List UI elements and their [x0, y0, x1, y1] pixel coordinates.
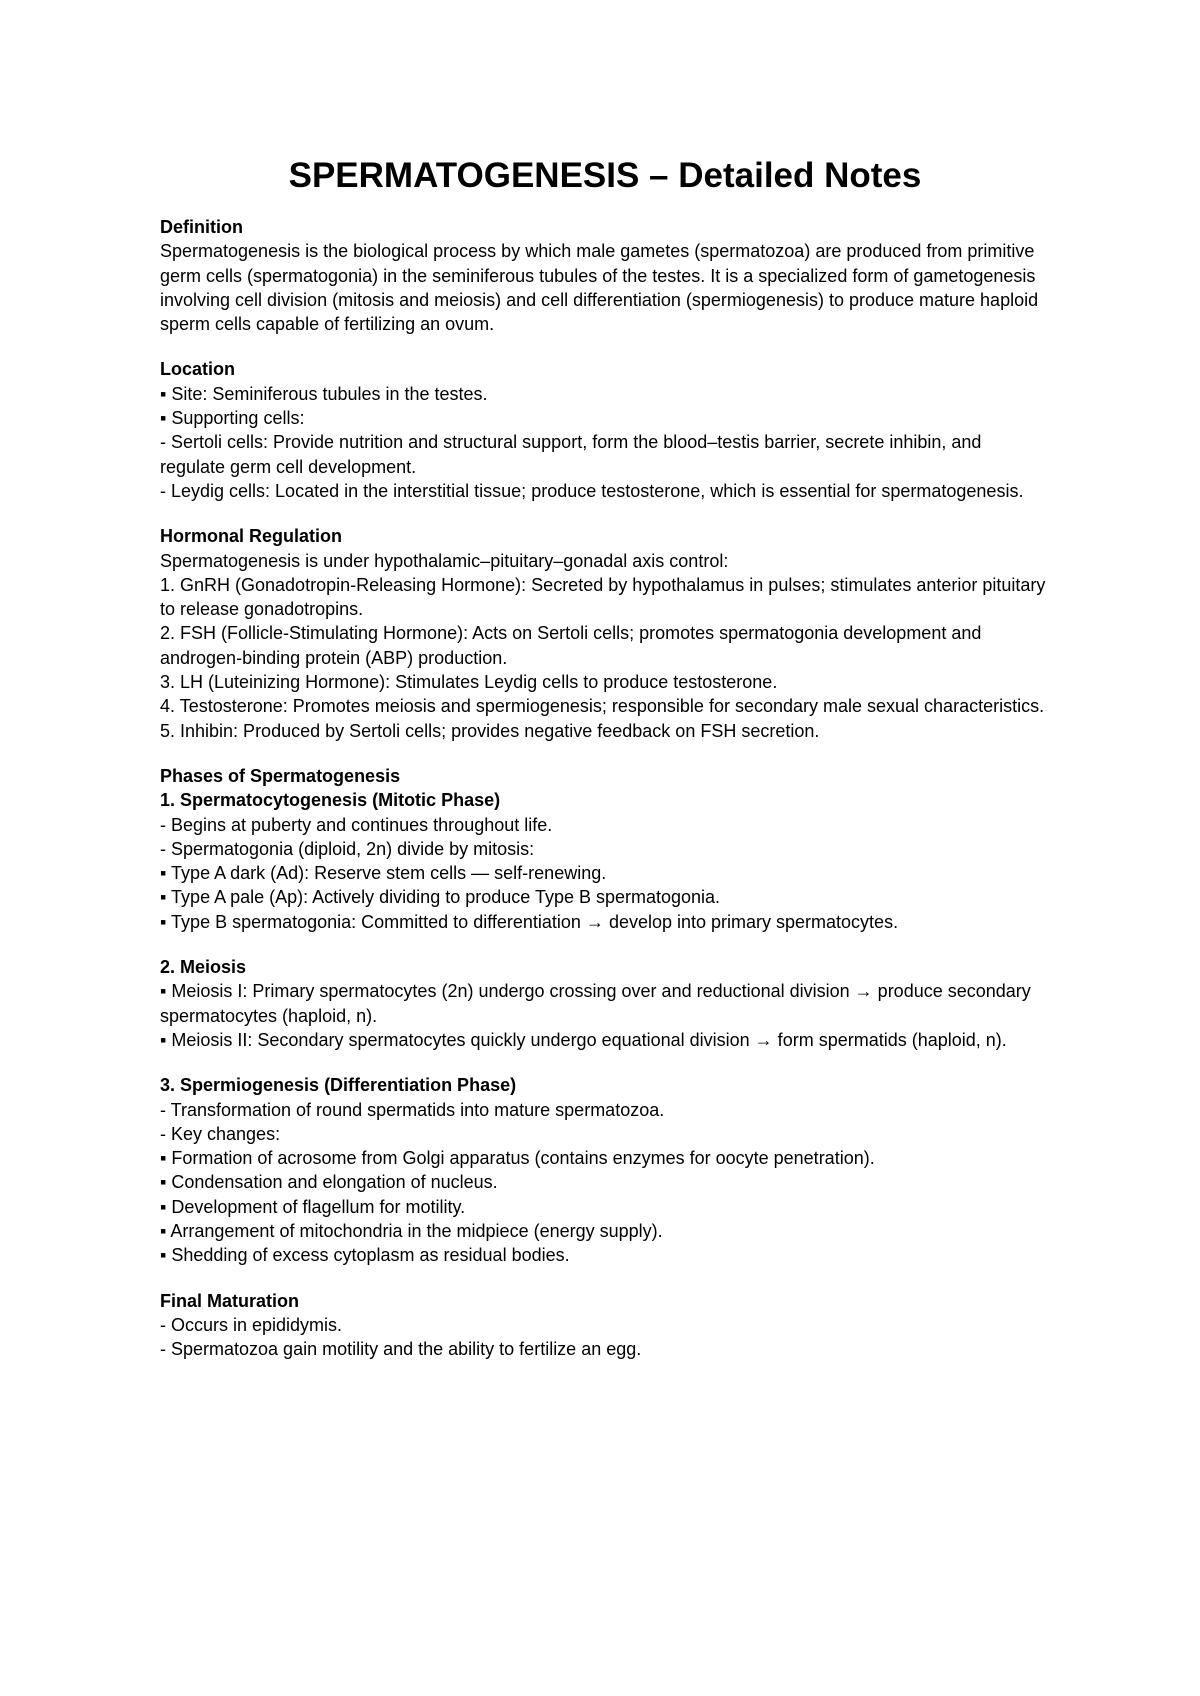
location-line: - Leydig cells: Located in the interstitial tissue; produce testosterone, which is essential for spermatogenesis. [160, 480, 1024, 501]
hormonal-line: 2. FSH (Follicle-Stimulating Hormone): Acts on Sertoli cells; promotes spermatogonia development and androgen-binding protein (ABP) production. [160, 623, 982, 668]
location-section [160, 357, 1050, 503]
phases-line: - Begins at puberty and continues throughout life. [160, 814, 553, 835]
hormonal-heading: Hormonal Regulation [160, 526, 343, 547]
phases-heading: Phases of Spermatogenesis [160, 765, 401, 786]
hormonal-line: Spermatogenesis is under hypothalamic–pituitary–gonadal axis control: [160, 550, 729, 571]
spermiogenesis-line: ▪ Formation of acrosome from Golgi apparatus (contains enzymes for oocyte penetration). [160, 1148, 875, 1169]
spermatocytogenesis-heading: 1. Spermatocytogenesis (Mitotic Phase) [160, 790, 501, 811]
location-line: - Sertoli cells: Provide nutrition and structural support, form the blood–testis barrier, secrete inhibin, and regulate germ cell development. [160, 432, 982, 477]
phases-line: ▪ Type B spermatogonia: Committed to differentiation → develop into primary spermatocytes. [160, 911, 899, 932]
final-maturation-heading: Final Maturation [160, 1290, 299, 1311]
definition-heading: Definition [160, 217, 243, 237]
hormonal-line: 3. LH (Luteinizing Hormone): Stimulates Leydig cells to produce testosterone. [160, 672, 778, 693]
hormonal-section [160, 524, 1050, 743]
spermiogenesis-line: - Transformation of round spermatids into mature spermatozoa. [160, 1099, 665, 1120]
location-line: ▪ Supporting cells: [160, 408, 305, 429]
final-maturation-line: - Spermatozoa gain motility and the ability to fertilize an egg. [160, 1339, 642, 1360]
spermiogenesis-section [160, 1073, 1050, 1267]
definition-text: Spermatogenesis is the biological process by which male gametes (spermatozoa) are produced from primitive germ cells (spermatogonia) in the seminiferous tubules of the testes. It is a specialized form of gametogenesis involving cell division (mitosis and meiosis) and cell differentiation (spermiogenesis) to produce mature haploid sperm cells capable of fertilizing an ovum. [160, 241, 1039, 335]
location-heading: Location [160, 359, 235, 380]
meiosis-line: ▪ Meiosis I: Primary spermatocytes (2n) undergo crossing over and reductional division → produce secondary spermatocytes (haploid, n). [160, 981, 1031, 1026]
final-maturation-section [160, 1289, 1050, 1362]
spermiogenesis-line: ▪ Development of flagellum for motility. [160, 1196, 466, 1217]
phases-section [160, 764, 1050, 934]
definition-section [160, 215, 1050, 336]
page-title: SPERMATOGENESIS – Detailed Notes [288, 156, 922, 195]
phases-line: - Spermatogonia (diploid, 2n) divide by mitosis: [160, 838, 535, 859]
meiosis-section [160, 955, 1050, 1052]
hormonal-line: 1. GnRH (Gonadotropin-Releasing Hormone): Secreted by hypothalamus in pulses; stimulates anterior pituitary to release gonadotropins. [160, 574, 1046, 620]
spermiogenesis-line: ▪ Arrangement of mitochondria in the midpiece (energy supply). [160, 1220, 663, 1241]
spermiogenesis-line: ▪ Shedding of excess cytoplasm as residual bodies. [160, 1245, 570, 1266]
hormonal-line: 4. Testosterone: Promotes meiosis and spermiogenesis; responsible for secondary male sexual characteristics. [160, 696, 1045, 717]
location-line: ▪ Site: Seminiferous tubules in the testes. [160, 383, 488, 404]
spermiogenesis-line: - Key changes: [160, 1123, 281, 1144]
meiosis-line: ▪ Meiosis II: Secondary spermatocytes quickly undergo equational division → form spermatids (haploid, n). [160, 1029, 1007, 1050]
hormonal-line: 5. Inhibin: Produced by Sertoli cells; provides negative feedback on FSH secretion. [160, 720, 820, 741]
phases-line: ▪ Type A dark (Ad): Reserve stem cells — self-renewing. [160, 863, 607, 884]
phases-line: ▪ Type A pale (Ap): Actively dividing to produce Type B spermatogonia. [160, 887, 721, 908]
spermiogenesis-line: ▪ Condensation and elongation of nucleus. [160, 1172, 498, 1193]
meiosis-heading: 2. Meiosis [160, 957, 247, 978]
spermiogenesis-heading: 3. Spermiogenesis (Differentiation Phase) [160, 1075, 517, 1096]
final-maturation-line: - Occurs in epididymis. [160, 1314, 343, 1335]
